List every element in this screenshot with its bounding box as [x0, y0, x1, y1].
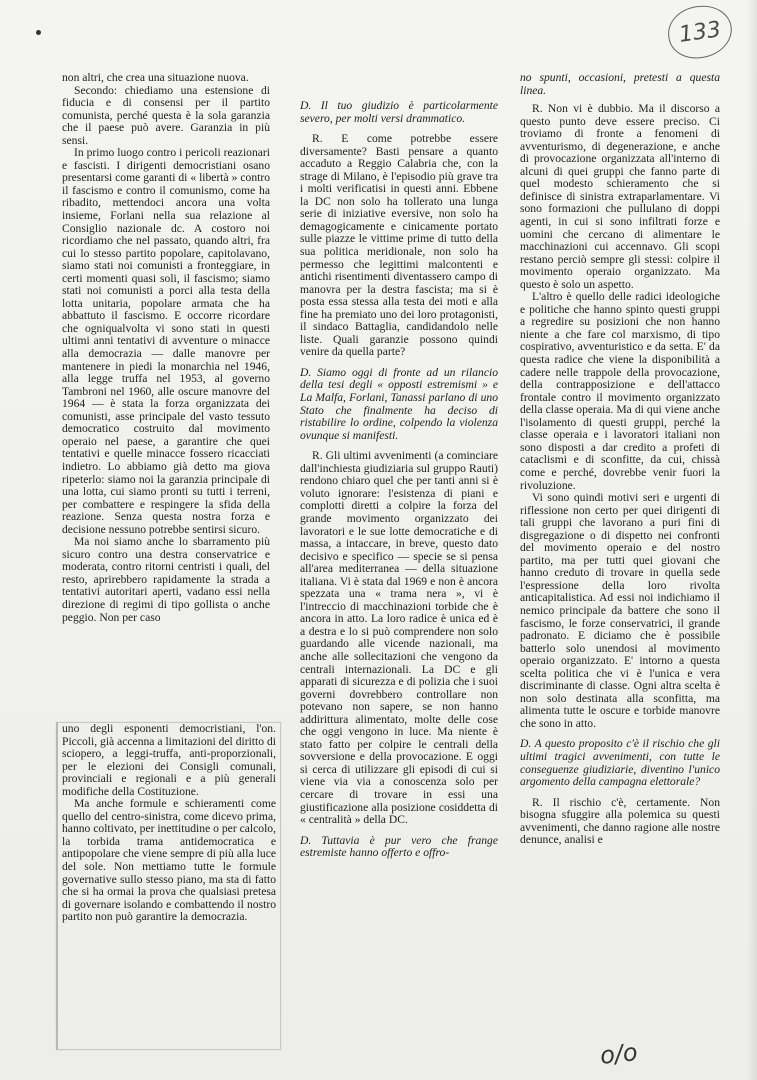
text-paragraph: Vi sono quindi motivi seri e urgenti di riflessione non certo per quei dirigenti di tali gruppi che lavorano a puri fini di disgregazione o di dispetto nei confronti del movimento operaio e del nostro partito, ma per tutti quei giovani che hanno creduto di trovare in quella sede l'espressione della loro rivolta anticapitalistica. Ad essi noi indichiamo il nemico principale da battere che sono il fascismo, le forze conservatrici, il grande padronato. E diciamo che è possibile batterlo solo unendosi al movimento operaio organizzato. E' intorno a questa scelta politica che vi è l'unica e vera discriminante di classe. Ogni altra scelta è non solo destinata alla sconfitta, ma alimenta tutte le oscure e torbide manovre che sono in atto. [520, 491, 720, 730]
ink-dot [36, 30, 41, 35]
answer-paragraph: R. Gli ultimi avvenimenti (a cominciare dall'inchiesta giudiziaria sul gruppo Rauti) rendono chiaro quel che per tanti anni si è voluto ignorare: l'esistenza di piani e complotti diretti a colpire la forza del grande movimento organizzato dei lavoratori e le sue lotte democratiche e di massa, a intaccare, in breve, questo dato decisivo e specifico — specie se si pensa all'area mediterranea — della situazione italiana. Vi è stata dal 1969 e non è ancora spezzata una « trama nera », vi è l'intreccio di macchinazioni torbide che è ancora in atto. La loro radice è unica ed è a destra e lo si può comprendere non solo guardando alle vicende nazionali, ma anche alle sollecitazioni che vengono da centrali internazionali. La DC e gli apparati di sicurezza e di polizia che i suoi governi dovrebbero controllare non potevano non sapere, se non hanno addirittura alimentato, molte delle cose che oggi vengono in luce. Ma niente è stato fatto per colpire le centrali della sovversione e della provocazione. E oggi si cerca di utilizzare gli episodi di cui si viene via via a conoscenza solo per cercare di trovare in essi una giustificazione alla posizione cosiddetta di « centralità » della DC. [300, 449, 498, 827]
question-paragraph: D. A questo proposito c'è il rischio che gli ultimi tragici avvenimenti, con tutte le conseguenze giudiziarie, diventino l'unico argomento della campagna elettorale? [520, 737, 720, 789]
question-paragraph: D. Il tuo giudizio è particolarmente severo, per molti versi drammatico. [300, 99, 498, 125]
column-3 [520, 72, 720, 1048]
question-paragraph: D. Tuttavia è pur vero che frange estremiste hanno offerto e offro- [300, 833, 498, 860]
answer-paragraph: R. E come potrebbe essere diversamente? Basti pensare a quanto accaduto a Reggio Calabria che, con la strage di Milano, è l'episodio più grave tra i molti verificatisi in questi anni. Ebbene la DC non solo ha tollerato una lunga serie di iniziative eversive, non solo ha demagogicamente e cinicamente portato sulle piazze le vittime prime di tutto della sua politica meridionale, non solo ha permesso che legittimi malcontenti e antichi risentimenti diventassero campo di manovra per la destra fascista; ma si è posta essa stessa alla testa dei moti e alla fine ha premiato uno dei loro protagonisti, il sindaco Battaglia, candidandolo nelle liste. Quali garanzie possono quindi venire da quella parte? [300, 132, 498, 359]
text-paragraph: no spunti, occasioni, pretesti a questa linea. [520, 72, 720, 97]
column-1-clipping [56, 722, 281, 1050]
page-edge-shadow [747, 0, 757, 1080]
text-paragraph: uno degli esponenti democristiani, l'on. Piccoli, già accenna a limitazioni del diritto di sciopero, a leggi-truffa, anti-proporzionali, per le elezioni dei Consigli comunali, provinciali e regionali e a più generali modifiche della Costituzione. [62, 722, 276, 798]
text-paragraph: In primo luogo contro i pericoli reazionari e fascisti. I dirigenti democristiani osano presentarsi come garanti di « libertà » contro il fascismo e contro il comunismo, come ha ribadito, mettendoci ancora una volta insieme, Forlani nella sua relazione al Consiglio nazionale dc. A costoro noi ricordiamo che nel passato, quando altri, fra cui lo stesso partito popolare, capitolavano, siamo stati noi comunisti a fronteggiare, in certi momenti quasi soli, il fascismo; siamo stati noi comunisti a porci alla testa della lotta unitaria, popolare armata che ha abbattuto il fascismo. E occorre ricordare che ogniqualvolta vi sono stati in questi ultimi anni tentativi di avventure o minacce alla democrazia — dalle manovre per mantenere in piedi la monarchia nel 1946, alla legge truffa nel 1953, al governo Tambroni nel 1960, alle oscure manovre del 1964 — è stata la forza organizzata dei comunisti, asse principale del vasto tessuto democratico costruito dal movimento operaio nel paese, a garantire che quei tentativi e quelle minacce fossero ricacciati indietro. Lo abbiamo già detto ma giova ripeterlo: siamo noi la garanzia principale di una lotta, cui siamo pronti su tutti i terreni, per combattere e respingere la sfida della reazione. Senza questa nostra forza e decisione nessuno potrebbe sentirsi sicuro. [62, 146, 270, 536]
text-paragraph: non altri, che crea una situazione nuova. [62, 72, 249, 84]
text-paragraph: Ma anche formule e schieramenti come quello del centro-sinistra, come dicevo prima, hanno coltivato, per inettitudine o per calcolo, la torbida trama antidemocratica e antipopolare che viene sempre di più alla luce del sole. Non mettiamo tutte le formule governative sullo stesso piano, ma sta di fatto che si ha ormai la prova che qualsiasi pretesa di governare isolando e combattendo il nostro partito non può garantire la democrazia. [62, 797, 276, 924]
handwritten-mark: o/o [598, 1038, 639, 1070]
answer-paragraph: R. Non vi è dubbio. Ma il discorso a questo punto deve essere preciso. Ci troviamo di fronte a fenomeni di avventurismo, di degenerazione, e anche di provocazione organizzata all'interno di alcuni di quei gruppi che fanno parte di quel modesto schieramento che si definisce di sinistra extraparlamentare. Vi sono formazioni che pullulano di doppi agenti, in cui si sono infiltrati forze e uomini che cercano di alimentare le macchinazioni cui accennavo. Gli scopi restano perciò sempre gli stessi: colpire il movimento operaio organizzato. Ma questo è solo un aspetto. [520, 102, 720, 291]
text-paragraph: L'altro è quello delle radici ideologiche e politiche che hanno spinto questi gruppi a regredire su posizioni che non hanno niente a che fare col marxismo, di tipo cospirativo, avventuristico e da setta. E' da questa radice che viene la disponibilità a cadere nelle trappole della provocazione, della contrapposizione e dell'attacco frontale contro il movimento organizzato della classe operaia. Ma di qui viene anche l'isolamento di questi gruppi, perché la classe operaia e i lavoratori italiani non sono disposti a dar credito a profeti di cataclismi e di sconfitte, da cui, chissà come e perché, dovrebbe venir fuori la rivoluzione. [520, 290, 720, 492]
page-number: 133 [677, 16, 723, 48]
text-paragraph: Secondo: chiediamo una estensione di fiducia e di consensi per il partito comunista, perché questa è la sola garanzia che il paese può avere. Garanzia in più sensi. [62, 83, 270, 147]
question-paragraph: D. Siamo oggi di fronte ad un rilancio della tesi degli « opposti estremismi » e La Malfa, Forlani, Tanassi parlano di uno Stato che finalmente ha deciso di ristabilire lo ordine, colpendo la violenza ovunque si manifesti. [300, 365, 498, 442]
page-number-stamp [665, 2, 736, 62]
column-1 [62, 72, 270, 684]
text-paragraph: Ma noi siamo anche lo sbarramento più sicuro contro una destra conservatrice e moderata, contro ritorni centristi i quali, del resto, aprirebbero rapidamente la strada a tentativi autoritari aperti, vadano essi nella direzione di regimi di tipo gollista o anche peggio. Non per caso [62, 535, 270, 624]
column-2 [300, 92, 498, 1048]
answer-paragraph: R. Il rischio c'è, certamente. Non bisogna sfuggire alla polemica su questi avvenimenti, che danno ragione alle nostre denunce, analisi e [520, 795, 720, 847]
